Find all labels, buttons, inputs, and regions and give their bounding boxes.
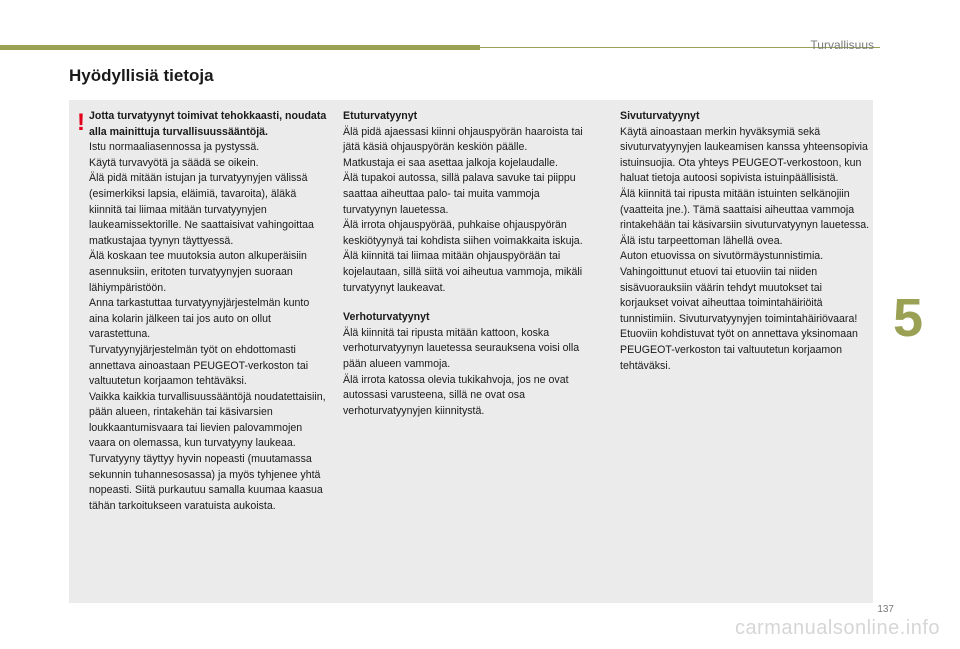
rule-paragraph: Käytä turvavyötä ja säädä se oikein. <box>89 156 259 169</box>
side-airbag-paragraph: Auton etuovissa on sivutörmäystunnistimia. Vahingoittunut etuovi tai etuoviin tai niiden sisävuorauksiin väärin tehdyt muutokset tai korjaukset voivat aiheuttaa toimintahäiriöitä tunnistimiin. Sivuturvatyynyjen toimintahäiriövaara! <box>620 250 858 325</box>
exclamation-warning-icon: ! <box>77 109 85 136</box>
rule-paragraph: Vaikka kaikkia turvallisuussääntöjä noudatettaisiin, pään alueen, rintakehän tai käsivarsien loukkaantumisvaara tai lievien palovammojen vaara on olemassa, kun turvatyyny laukeaa. Turvatyyny täyttyy hyvin nopeasti (muutamassa sekunnin tuhannesosassa) ja myös tyhjenee yhtä nopeasti. Siitä purkautuu samalla kuumaa kaasua tähän tarkoitukseen varatuista aukoista. <box>89 390 326 512</box>
curtain-airbag-paragraph: Älä irrota katossa olevia tukikahvoja, jos ne ovat autossasi varusteena, sillä ne ovat osa verhoturvatyynyjen kiinnitystä. <box>343 373 569 417</box>
curtain-airbags-heading: Verhoturvatyynyt <box>343 311 430 324</box>
rule-paragraph: Istu normaaliasennossa ja pystyssä. <box>89 141 260 154</box>
side-airbag-paragraph: Älä kiinnitä tai ripusta mitään istuinten selkänojiin (vaatteita jne.). Tämä saattaisi aiheuttaa vammoja rintakehään tai käsivarsiin sivuturvatyynyn lauetessa. <box>620 187 870 232</box>
front-airbag-paragraph: Matkustaja ei saa asettaa jalkoja kojelaudalle. <box>343 156 558 169</box>
rule-paragraph: Turvatyynyjärjestelmän työt on ehdottomasti annettava ainoastaan PEUGEOT-verkoston tai valtuutetun korjaamon tehtäväksi. <box>89 343 309 388</box>
section-title: Turvallisuus <box>810 38 874 52</box>
side-airbag-paragraph: Etuoviin kohdistuvat työt on annettava yksinomaan PEUGEOT-verkoston tai valtuutetun korjaamon tehtäväksi. <box>620 328 858 372</box>
page-number: 137 <box>877 604 894 615</box>
rule-paragraph: Älä pidä mitään istujan ja turvatyynyjen välissä (esimerkiksi lapsia, eläimiä, tavaroita), äläkä kiinnitä tai liimaa mitään turvatyynyjen laukeamissektorille. Ne saattaisivat vahingoittaa matkustajaa tyynyn täyttyessä. <box>89 172 314 247</box>
side-airbags-heading: Sivuturvatyynyt <box>620 110 700 122</box>
column-side-airbags <box>620 109 870 374</box>
side-airbag-paragraph: Älä istu tarpeettoman lähellä ovea. <box>620 234 783 247</box>
front-airbag-paragraph: Älä kiinnitä tai liimaa mitään ohjauspyörään tai kojelautaan, sillä siitä voi aiheutua vammoja, mikäli turvatyynyt laukeavat. <box>343 250 583 294</box>
paragraph-gap <box>343 296 593 310</box>
watermark: carmanualsonline.info <box>734 617 940 639</box>
column-front-curtain-airbags <box>343 109 593 419</box>
front-airbag-paragraph: Älä pidä ajaessasi kiinni ohjauspyörän haaroista tai jätä käsiä ohjauspyörän keskiön päälle. <box>343 125 583 154</box>
page-title: Hyödyllisiä tietoja <box>69 66 214 85</box>
rule-paragraph: Älä koskaan tee muutoksia auton alkuperäisiin asennuksiin, eritoten turvatyynyjen suoraan lähiympäristöön. <box>89 250 307 294</box>
side-airbag-paragraph: Käytä ainoastaan merkin hyväksymiä sekä sivuturvatyynyjen laukeamisen kanssa yhteensopivia istuinsuojia. Ota yhteys PEUGEOT-verkostoon, kun haluat tietoja autoosi sopivista istuinpäällisistä. <box>620 125 868 185</box>
rules-heading: Jotta turvatyynyt toimivat tehokkaasti, noudata alla mainittuja turvallisuussääntöjä. <box>89 110 327 138</box>
curtain-airbag-paragraph: Älä kiinnitä tai ripusta mitään kattoon, koska verhoturvatyynyn lauetessa seurauksena voisi olla pään alueen vammoja. <box>343 326 580 370</box>
chapter-number: 5 <box>893 288 924 348</box>
front-airbag-paragraph: Älä tupakoi autossa, sillä palava savuke tai piippu saattaa aiheuttaa palo- tai muita vammoja turvatyynyn lauetessa. <box>343 172 576 216</box>
front-airbags-heading: Etuturvatyynyt <box>343 110 418 122</box>
column-general-rules <box>89 109 331 514</box>
front-airbag-paragraph: Älä irrota ohjauspyörää, puhkaise ohjauspyörän keskiötyynyä tai kohdista siihen voimakkaita iskuja. <box>343 219 583 247</box>
header-accent-bar <box>0 45 480 50</box>
rule-paragraph: Anna tarkastuttaa turvatyynyjärjestelmän kunto aina kolarin jälkeen tai jos auto on ollut varastettuna. <box>89 297 310 341</box>
info-box <box>69 100 873 603</box>
